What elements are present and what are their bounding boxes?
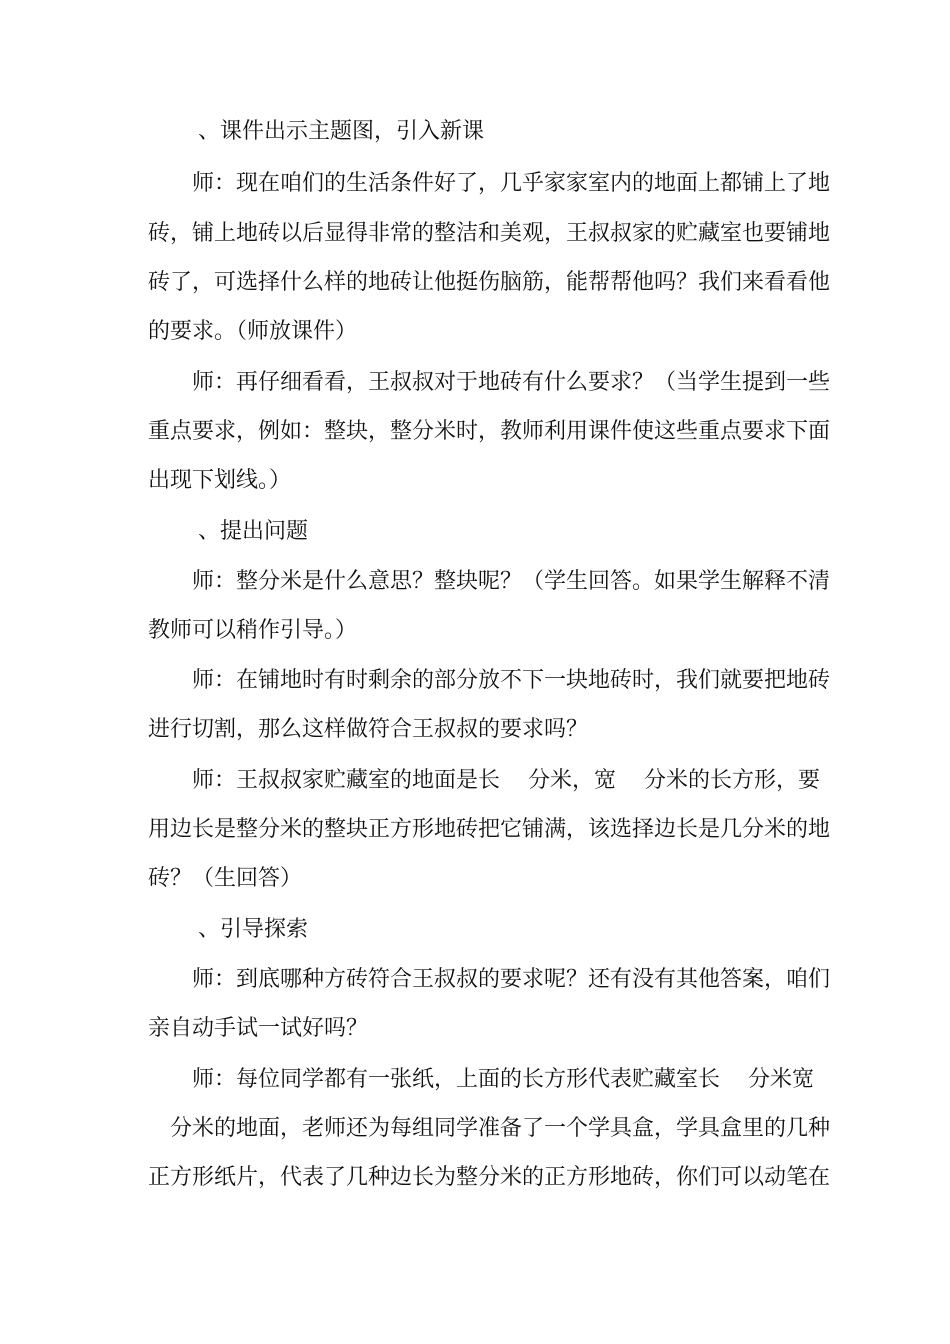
paragraph-line: 正方形纸片，代表了几种边长为整分米的正方形地砖，你们可以动笔在 <box>148 1165 831 1190</box>
paragraph-line: 砖？（生回答） <box>148 866 303 891</box>
paragraph-line: 师：每位同学都有一张纸，上面的长方形代表贮藏室长 分米宽 <box>192 1067 814 1092</box>
paragraph-line: 师：王叔叔家贮藏室的地面是长 分米，宽 分米的长方形，要 <box>192 768 820 793</box>
paragraph-line: 亲自动手试一试好吗？ <box>148 1016 369 1041</box>
paragraph-line: 进行切割，那么这样做符合王叔叔的要求吗？ <box>148 717 589 742</box>
paragraph-line: 师：在铺地时有时剩余的部分放不下一块地砖时，我们就要把地砖 <box>192 668 831 693</box>
paragraph-line: 师：再仔细看看，王叔叔对于地砖有什么要求？（当学生提到一些 <box>192 370 831 395</box>
paragraph-line: 的要求。（师放课件） <box>148 319 358 344</box>
paragraph-line: 出现下划线。） <box>148 468 292 493</box>
paragraph-line: 师：整分米是什么意思？整块呢？（学生回答。如果学生解释不清 <box>192 569 831 594</box>
section-heading-intro: 、课件出示主题图，引入新课 <box>198 119 485 144</box>
paragraph-line: 重点要求，例如：整块，整分米时，教师利用课件使这些重点要求下面 <box>148 419 831 444</box>
paragraph-line: 师：现在咱们的生活条件好了，几乎家家室内的地面上都铺上了地 <box>192 171 831 196</box>
section-heading-explore: 、引导探索 <box>198 917 309 942</box>
paragraph-line: 砖了，可选择什么样的地砖让他挺伤脑筋，能帮帮他吗？我们来看看他 <box>148 270 831 295</box>
paragraph-line: 砖，铺上地砖以后显得非常的整洁和美观，王叔叔家的贮藏室也要铺地 <box>148 221 831 246</box>
paragraph-line: 分米的地面，老师还为每组同学准备了一个学具盒，学具盒里的几种 <box>170 1116 831 1141</box>
section-heading-question: 、提出问题 <box>198 519 309 544</box>
paragraph-line: 师：到底哪种方砖符合王叔叔的要求呢？还有没有其他答案，咱们 <box>192 967 831 992</box>
paragraph-line: 教师可以稍作引导。） <box>148 618 358 643</box>
paragraph-line: 用边长是整分米的整块正方形地砖把它铺满，该选择边长是几分米的地 <box>148 817 831 842</box>
